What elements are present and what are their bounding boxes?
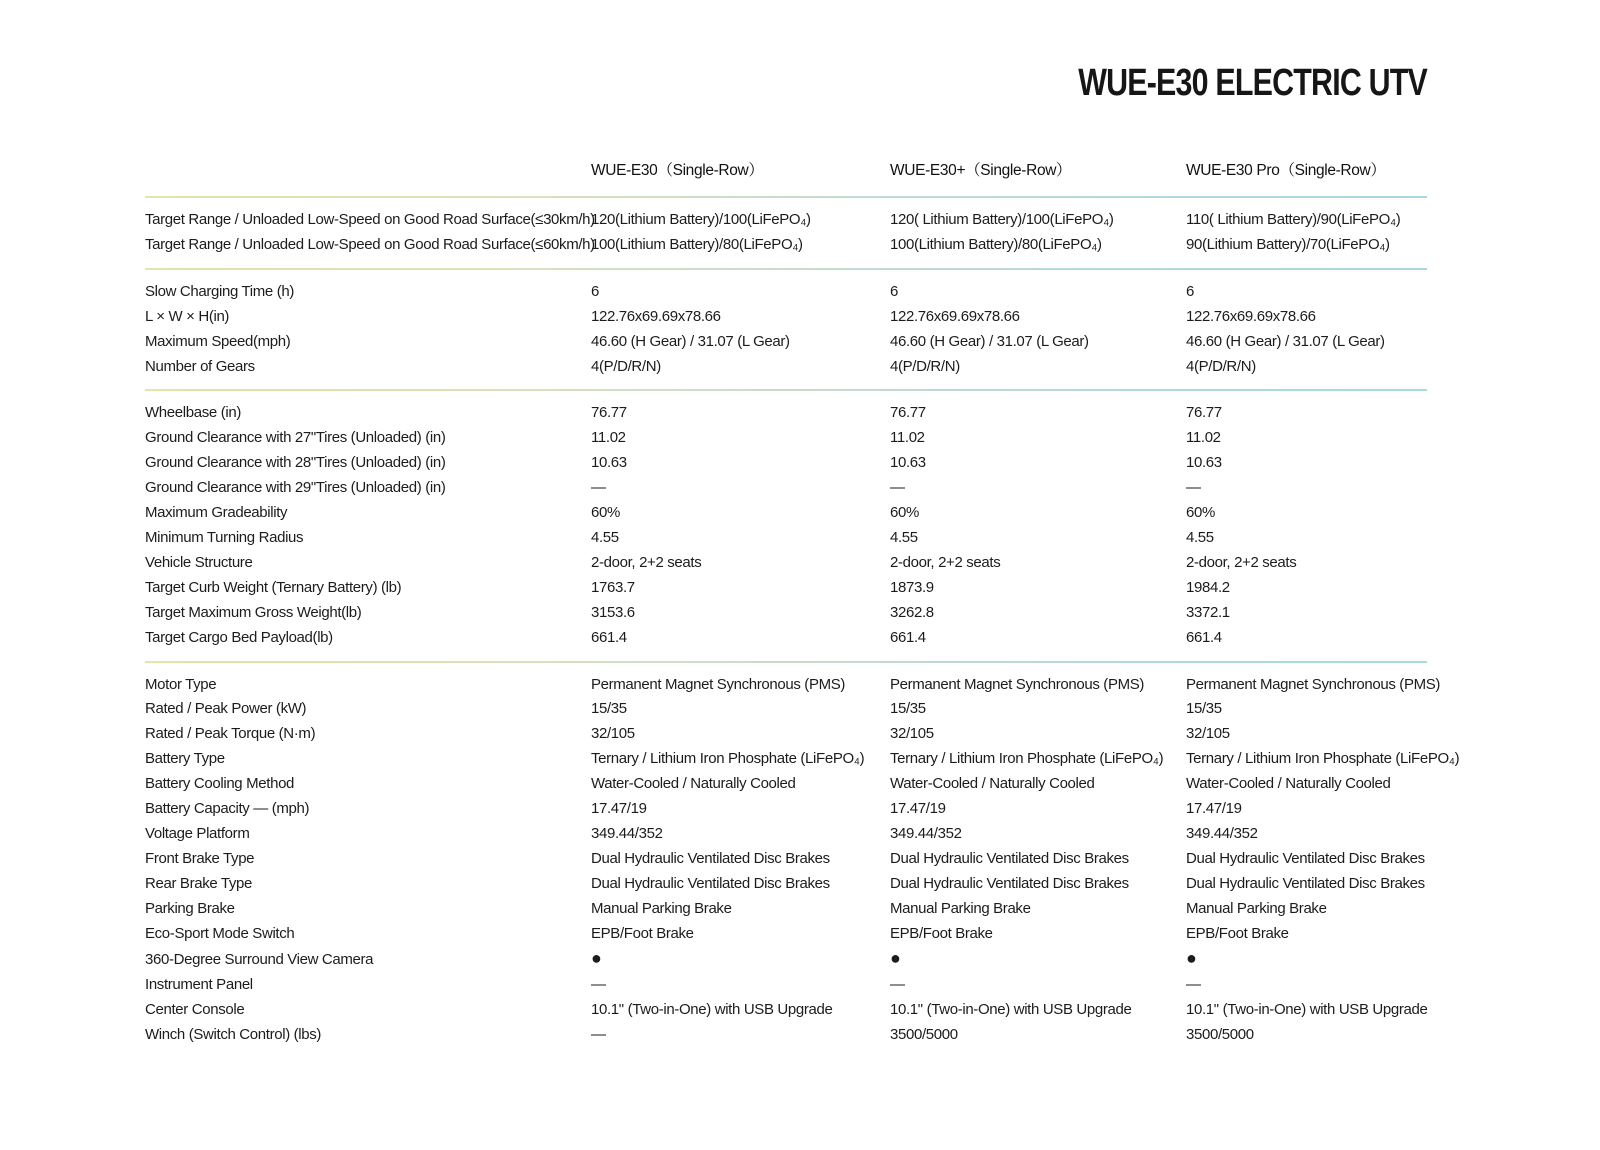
spec-label: Ground Clearance with 28"Tires (Unloaded) (in) (145, 454, 446, 472)
spec-row (145, 872, 1427, 897)
table-header-row (145, 154, 1427, 196)
page-title: WUE-E30 ELECTRIC UTV (1078, 62, 1427, 104)
spec-section (145, 198, 1427, 268)
spec-label: L × W × H(in) (145, 307, 230, 325)
spec-value: 3372.1 (1186, 603, 1230, 621)
spec-value: 349.44/352 (591, 824, 663, 842)
spec-value: 10.63 (591, 454, 627, 472)
spec-row (145, 233, 1427, 258)
spec-value: 4.55 (1186, 528, 1214, 546)
spec-row (145, 426, 1427, 451)
spec-label: Voltage Platform (145, 824, 250, 842)
spec-value: 32/105 (1186, 725, 1230, 743)
spec-row (145, 451, 1427, 476)
spec-value: ● (1186, 948, 1197, 969)
spec-value: — (1186, 976, 1201, 994)
spec-value: 32/105 (591, 725, 635, 743)
spec-label: Eco-Sport Mode Switch (145, 924, 295, 942)
spec-value: Permanent Magnet Synchronous (PMS) (591, 675, 846, 693)
spec-value: 122.76x69.69x78.66 (1186, 307, 1316, 325)
spec-row (145, 897, 1427, 922)
spec-value: 3500/5000 (1186, 1026, 1254, 1044)
spec-value: Manual Parking Brake (591, 899, 732, 917)
spec-value: EPB/Foot Brake (890, 924, 993, 942)
spec-row (145, 576, 1427, 601)
spec-value: 6 (1186, 282, 1194, 300)
spec-value: 3153.6 (591, 603, 635, 621)
spec-value: 17.47/19 (890, 800, 946, 818)
spec-table (145, 154, 1460, 1058)
spec-value: 120( Lithium Battery)/100(LiFePO₄) (890, 211, 1114, 228)
spec-value: 2-door, 2+2 seats (1186, 553, 1297, 571)
spec-value: 76.77 (1186, 404, 1222, 422)
spec-value: 46.60 (H Gear) / 31.07 (L Gear) (1186, 332, 1385, 350)
spec-label: Slow Charging Time (h) (145, 282, 295, 300)
spec-value: 4(P/D/R/N) (1186, 357, 1256, 375)
spec-value: 120(Lithium Battery)/100(LiFePO₄) (591, 211, 811, 228)
spec-value: — (1186, 479, 1201, 497)
spec-section (145, 391, 1427, 660)
spec-value: — (591, 479, 606, 497)
spec-value: 10.63 (890, 454, 926, 472)
spec-row (145, 355, 1427, 380)
spec-value: 60% (1186, 504, 1215, 522)
spec-value: — (890, 479, 905, 497)
spec-value: 15/35 (890, 700, 926, 718)
spec-value: — (591, 976, 606, 994)
spec-label: Target Curb Weight (Ternary Battery) (lb) (145, 578, 402, 596)
spec-value: 4(P/D/R/N) (890, 357, 960, 375)
spec-value: ● (890, 948, 901, 969)
spec-row (145, 772, 1427, 797)
spec-label: Rear Brake Type (145, 874, 253, 892)
spec-value: 10.63 (1186, 454, 1222, 472)
spec-value: 110( Lithium Battery)/90(LiFePO₄) (1186, 211, 1401, 228)
spec-label: Ground Clearance with 27"Tires (Unloaded) (in) (145, 429, 446, 447)
spec-row (145, 626, 1427, 651)
spec-section (145, 663, 1460, 1059)
spec-label: Minimum Turning Radius (145, 528, 304, 546)
column-header-wue-e30-plus: WUE-E30+（Single-Row） (890, 162, 1072, 179)
spec-value: 2-door, 2+2 seats (890, 553, 1001, 571)
spec-row (145, 305, 1427, 330)
spec-value: 122.76x69.69x78.66 (591, 307, 721, 325)
spec-value: 17.47/19 (1186, 800, 1242, 818)
spec-row (145, 973, 1427, 998)
spec-value: 15/35 (591, 700, 627, 718)
spec-value: 32/105 (890, 725, 934, 743)
spec-row (145, 747, 1460, 772)
spec-label: Number of Gears (145, 357, 255, 375)
spec-label: Rated / Peak Torque (N·m) (145, 725, 316, 743)
spec-value: Dual Hydraulic Ventilated Disc Brakes (1186, 874, 1425, 892)
spec-value: 4.55 (591, 528, 619, 546)
spec-row (145, 673, 1441, 698)
spec-value: 46.60 (H Gear) / 31.07 (L Gear) (890, 332, 1089, 350)
spec-row (145, 697, 1427, 722)
spec-value: 661.4 (890, 628, 926, 646)
spec-value: 1763.7 (591, 578, 635, 596)
spec-value: 10.1" (Two-in-One) with USB Upgrade (1186, 1001, 1428, 1019)
spec-value: 4(P/D/R/N) (591, 357, 661, 375)
spec-value: Manual Parking Brake (1186, 899, 1327, 917)
spec-value: Dual Hydraulic Ventilated Disc Brakes (890, 874, 1129, 892)
spec-row (145, 280, 1427, 305)
spec-value: — (890, 976, 905, 994)
spec-row (145, 526, 1427, 551)
spec-label: Target Maximum Gross Weight(lb) (145, 603, 362, 621)
spec-value: 2-door, 2+2 seats (591, 553, 702, 571)
spec-row (145, 822, 1427, 847)
spec-label: Maximum Gradeability (145, 504, 288, 522)
spec-value: 90(Lithium Battery)/70(LiFePO₄) (1186, 235, 1390, 253)
spec-row (145, 601, 1427, 626)
spec-label: Battery Cooling Method (145, 775, 295, 793)
spec-value: Water-Cooled / Naturally Cooled (890, 775, 1095, 793)
spec-value: Dual Hydraulic Ventilated Disc Brakes (890, 849, 1129, 867)
spec-value: 4.55 (890, 528, 918, 546)
spec-label: Parking Brake (145, 899, 235, 917)
spec-value: Permanent Magnet Synchronous (PMS) (890, 675, 1145, 693)
spec-label: Battery Type (145, 750, 225, 768)
spec-value: Ternary / Lithium Iron Phosphate (LiFePO₄) (890, 750, 1164, 768)
spec-value: 10.1" (Two-in-One) with USB Upgrade (591, 1001, 833, 1019)
spec-value: 1873.9 (890, 578, 934, 596)
spec-value: Dual Hydraulic Ventilated Disc Brakes (1186, 849, 1425, 867)
spec-value: 349.44/352 (890, 824, 962, 842)
spec-value: 1984.2 (1186, 578, 1230, 596)
spec-value: Water-Cooled / Naturally Cooled (1186, 775, 1391, 793)
spec-row (145, 1023, 1427, 1048)
spec-value: 661.4 (1186, 628, 1222, 646)
spec-label: Battery Capacity — (mph) (145, 800, 310, 818)
spec-value: 15/35 (1186, 700, 1222, 718)
spec-value: 46.60 (H Gear) / 31.07 (L Gear) (591, 332, 790, 350)
spec-value: 17.47/19 (591, 800, 647, 818)
spec-section (145, 270, 1427, 390)
spec-sections (145, 198, 1460, 1058)
spec-value: Manual Parking Brake (890, 899, 1031, 917)
spec-value: 3262.8 (890, 603, 934, 621)
column-header-wue-e30-pro: WUE-E30 Pro（Single-Row） (1186, 162, 1386, 179)
spec-label: Maximum Speed(mph) (145, 332, 291, 350)
spec-value: 3500/5000 (890, 1026, 958, 1044)
spec-label: Front Brake Type (145, 849, 255, 867)
column-header-wue-e30: WUE-E30（Single-Row） (591, 162, 764, 179)
spec-label: Motor Type (145, 675, 217, 693)
spec-label: Vehicle Structure (145, 553, 253, 571)
spec-value: Water-Cooled / Naturally Cooled (591, 775, 796, 793)
spec-value: Permanent Magnet Synchronous (PMS) (1186, 675, 1441, 693)
spec-label: Target Range / Unloaded Low-Speed on Good Road Surface(≤30km/h) (145, 211, 595, 228)
spec-row (145, 401, 1427, 426)
spec-value: 10.1" (Two-in-One) with USB Upgrade (890, 1001, 1132, 1019)
spec-value: 11.02 (1186, 429, 1221, 447)
spec-value: 76.77 (591, 404, 627, 422)
spec-value: 100(Lithium Battery)/80(LiFePO₄) (890, 235, 1102, 253)
spec-row (145, 722, 1427, 747)
spec-label: Ground Clearance with 29"Tires (Unloaded) (in) (145, 479, 446, 497)
spec-value: Dual Hydraulic Ventilated Disc Brakes (591, 874, 830, 892)
spec-label: Target Cargo Bed Payload(lb) (145, 628, 333, 646)
spec-value: 6 (890, 282, 898, 300)
spec-row (145, 946, 1427, 973)
spec-row (145, 922, 1427, 947)
spec-label: Rated / Peak Power (kW) (145, 700, 307, 718)
spec-row (145, 476, 1427, 501)
spec-value: 76.77 (890, 404, 926, 422)
spec-row (145, 501, 1427, 526)
spec-label: Instrument Panel (145, 976, 253, 994)
spec-value: Dual Hydraulic Ventilated Disc Brakes (591, 849, 830, 867)
spec-value: 6 (591, 282, 599, 300)
spec-value: EPB/Foot Brake (591, 924, 694, 942)
spec-row (145, 330, 1427, 355)
spec-value: EPB/Foot Brake (1186, 924, 1289, 942)
spec-row (145, 797, 1427, 822)
spec-label: Wheelbase (in) (145, 404, 241, 422)
spec-label: Target Range / Unloaded Low-Speed on Good Road Surface(≤60km/h) (145, 235, 595, 253)
spec-value: 60% (890, 504, 919, 522)
spec-row (145, 208, 1427, 233)
spec-value: Ternary / Lithium Iron Phosphate (LiFePO₄) (591, 750, 865, 768)
spec-value: 122.76x69.69x78.66 (890, 307, 1020, 325)
spec-row (145, 847, 1427, 872)
spec-label: 360-Degree Surround View Camera (145, 951, 374, 969)
spec-label: Winch (Switch Control) (lbs) (145, 1026, 322, 1044)
spec-row (145, 998, 1427, 1023)
spec-value: 349.44/352 (1186, 824, 1258, 842)
spec-value: 100(Lithium Battery)/80(LiFePO₄) (591, 235, 803, 253)
spec-value: 661.4 (591, 628, 627, 646)
spec-label: Center Console (145, 1001, 245, 1019)
spec-value: 11.02 (890, 429, 925, 447)
spec-value: 60% (591, 504, 620, 522)
spec-value: Ternary / Lithium Iron Phosphate (LiFePO₄) (1186, 750, 1460, 768)
spec-row (145, 551, 1427, 576)
spec-value: ● (591, 948, 602, 969)
spec-value: 11.02 (591, 429, 626, 447)
spec-value: — (591, 1026, 606, 1044)
